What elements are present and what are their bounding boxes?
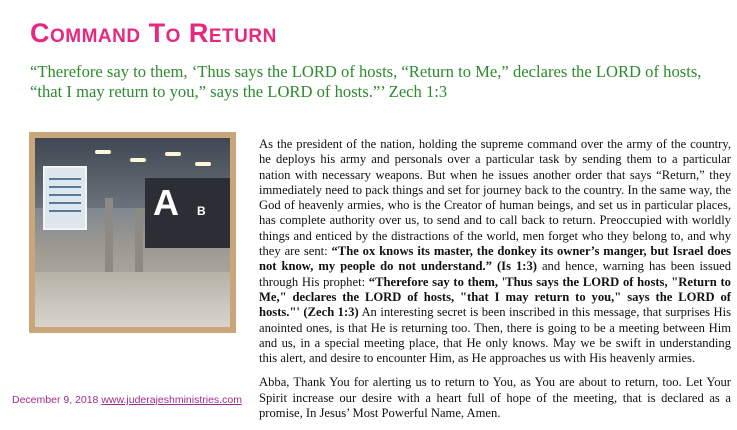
board-line [49,194,81,196]
pillar [135,208,143,278]
ceiling-light [95,150,111,154]
body-paragraph-1 [259,137,731,366]
key-verse: “Therefore say to them, ‘Thus says the LORD of hosts, “Return to Me,” declares the LORD of hosts, “that I may return to you,” says the LORD of hosts.”’ Zech 1:3 [30,62,702,101]
ceiling-light [165,152,181,156]
prayer-paragraph: Abba, Thank You for alerting us to return to You, as You are about to return, too. Let Your Spirit increase our desire with a heart full of hope of the meeting, that is declared as a promise, In Jesus’ Most Powerful Name, Amen. [259,375,731,421]
pillar [105,198,113,278]
board-line [49,210,81,212]
ceiling-light [195,162,211,166]
body-text-segment: and hence, warning has been issued through His prophet: [259,259,731,289]
gate-sign [145,178,230,248]
departure-board [43,166,87,230]
board-line [49,202,81,204]
board-line [49,178,81,180]
body-text-segment: An interesting secret is been inscribed in this message, that surprises His anointed ones, is that He is returning too. Then, there is going to be a meeting between Him and us, in a special meeting place, that He only knows. May we be swift in understanding this alert, and desire to encounter Him, as He approaches us with His heavenly armies. [259,305,731,366]
gate-sign-letter: A [153,182,179,223]
body-text-segment: As the president of the nation, holding the supreme command over the army of the country, he deploys his army and personals over a particular task by sending them to a particular nation with necessary weapons. But when he issues another order that says “Return,” they immediately need to pack things and set for journey back to the country. In the same way, the God of heavenly armies, who is the Creator of human beings, and set us in particular places, has complete authority over us, to send and to call back to return. Preoccupied with worldly things and enticed by the distractions of the world, men forget who they belong to, and why they are sent: [259,137,731,259]
footer-site-link[interactable]: www.juderajeshministries.com [101,394,242,406]
page-title: Command To Return [30,18,277,48]
footer [12,394,242,406]
photo-scene [35,138,230,327]
footer-date: December 9, 2018 [12,394,99,406]
zechariah-quote: “Therefore say to them, 'Thus says the LORD of hosts, "Return to Me," declares the LORD of hosts, "that I may return to you," says the LORD of hosts."' (Zech 1:3) [259,274,731,320]
gate-sign-small: B [197,204,206,218]
isaiah-quote: “The ox knows its master, the donkey its owner’s manger, but Israel does not know, my people do not understand.” (Is 1:3) [259,244,731,274]
photo-floor [35,272,230,327]
airport-photo [29,132,236,333]
devotional-body [259,137,731,430]
ceiling-light [130,158,146,162]
board-line [49,186,81,188]
